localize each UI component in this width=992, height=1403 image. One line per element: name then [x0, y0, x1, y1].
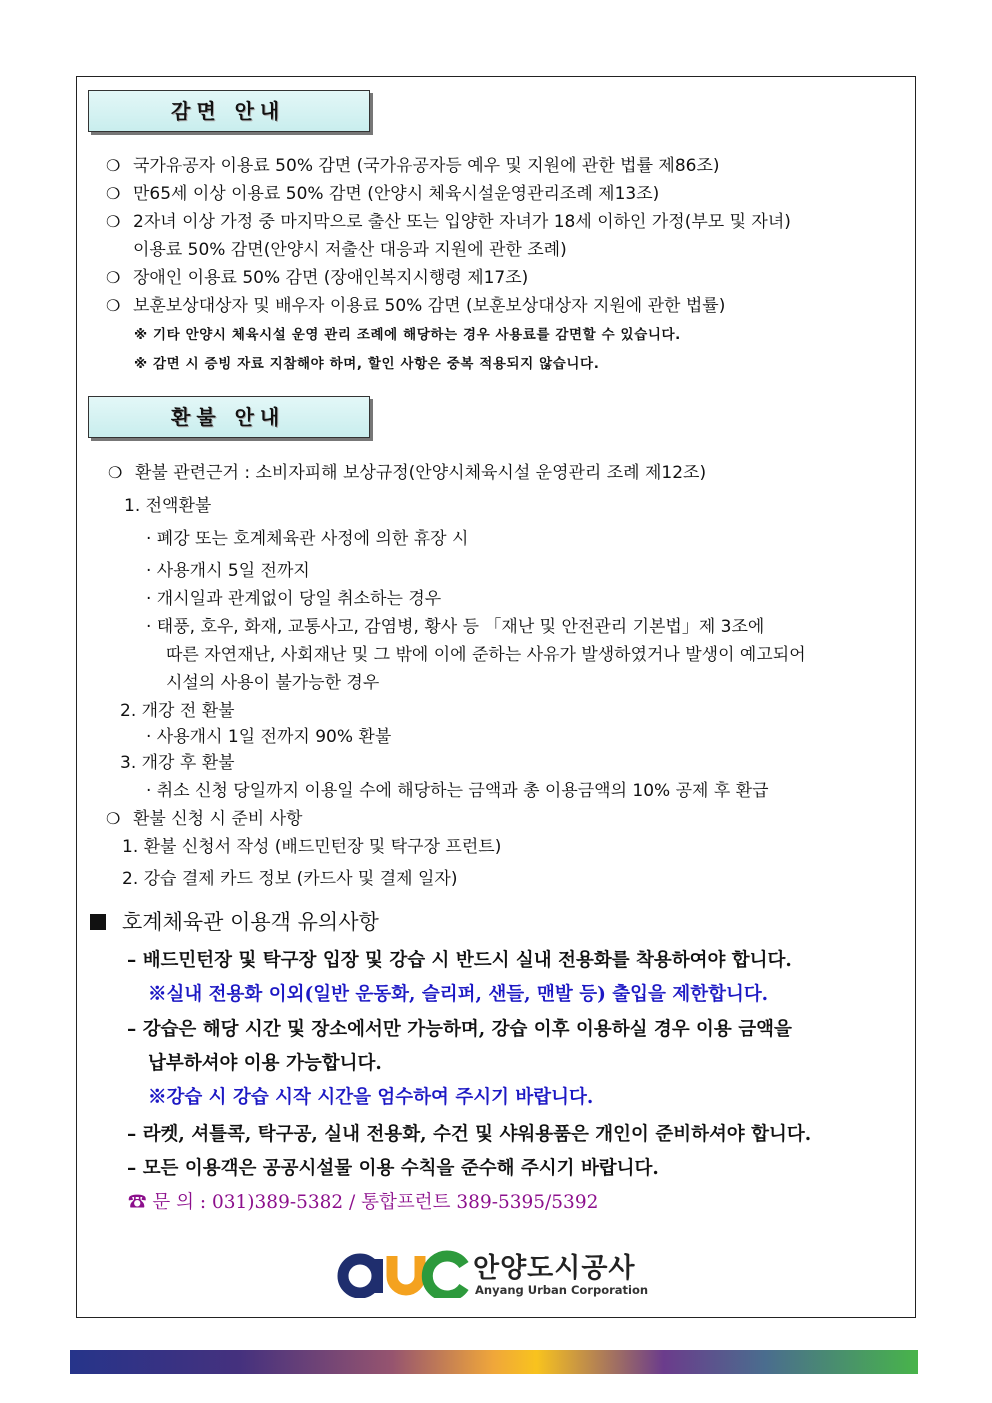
discount-item: ❍ 장애인 이용료 50% 감면 (장애인복지시행령 제17조)	[106, 268, 529, 288]
notice-heading: 호계체육관 이용객 유의사항	[90, 909, 379, 935]
refund-prep-item: 2. 강습 결제 카드 정보 (카드사 및 결제 일자)	[122, 869, 458, 889]
refund-item-continuation: 따른 자연재난, 사회재난 및 그 밖에 이에 준하는 사유가 발생하였거나 발생이 예고되어	[166, 645, 806, 665]
footer-gradient-bar	[70, 1350, 918, 1374]
circle-bullet-icon: ❍	[108, 463, 123, 482]
circle-bullet-icon: ❍	[106, 156, 121, 175]
company-logo	[336, 1246, 656, 1306]
discount-note: ※ 기타 안양시 체육시설 운영 관리 조례에 해당하는 경우 사용료를 감면할 수 있습니다.	[134, 327, 681, 343]
refund-item-continuation: 시설의 사용이 불가능한 경우	[166, 673, 380, 693]
refund-subheading: 3. 개강 후 환불	[120, 753, 235, 773]
notice-rule-note: ※강습 시 강습 시작 시간을 엄수하여 주시기 바랍니다.	[148, 1087, 594, 1108]
notice-rule: – 모든 이용객은 공공시설물 이용 수칙을 준수해 주시기 바랍니다.	[127, 1158, 659, 1179]
discount-item: ❍ 보훈보상대상자 및 배우자 이용료 50% 감면 (보훈보상대상자 지원에 관한 법률)	[106, 296, 726, 316]
refund-item: · 태풍, 호우, 화재, 교통사고, 감염병, 황사 등 「재난 및 안전관리 기본법」제 3조에	[146, 617, 765, 637]
notice-rule: – 배드민턴장 및 탁구장 입장 및 강습 시 반드시 실내 전용화를 착용하여야 합니다.	[127, 950, 792, 971]
discount-item: ❍ 2자녀 이상 가정 중 마지막으로 출산 또는 입양한 자녀가 18세 이하인 가정(부모 및 자녀)	[106, 212, 791, 232]
discount-note: ※ 감면 시 증빙 자료 지참해야 하며, 할인 사항은 중복 적용되지 않습니다.	[134, 356, 600, 372]
notice-rule: – 라켓, 셔틀콕, 탁구공, 실내 전용화, 수건 및 샤워용품은 개인이 준비하셔야 합니다.	[127, 1124, 812, 1145]
circle-bullet-icon: ❍	[106, 809, 121, 828]
refund-item: · 사용개시 5일 전까지	[146, 561, 310, 581]
circle-bullet-icon: ❍	[106, 184, 121, 203]
refund-prep-item: 1. 환불 신청서 작성 (배드민턴장 및 탁구장 프런트)	[122, 837, 502, 857]
discount-section-title: 감면 안내	[88, 90, 370, 132]
contact-info: ☎ 문 의 : 031)389-5382 / 통합프런트 389-5395/5392	[128, 1192, 599, 1213]
logo-english-name: Anyang Urban Corporation	[475, 1283, 649, 1297]
refund-section-title: 환불 안내	[88, 396, 370, 438]
circle-bullet-icon: ❍	[106, 296, 121, 315]
refund-item: · 취소 신청 당일까지 이용일 수에 해당하는 금액과 총 이용금액의 10% 공제 후 환급	[146, 781, 769, 801]
circle-bullet-icon: ❍	[106, 212, 121, 231]
notice-rule-continuation: 납부하셔야 이용 가능합니다.	[148, 1053, 382, 1074]
notice-rule: – 강습은 해당 시간 및 장소에서만 가능하며, 강습 이후 이용하실 경우 이용 금액을	[127, 1019, 792, 1040]
discount-item: ❍ 만65세 이상 이용료 50% 감면 (안양시 체육시설운영관리조례 제13조)	[106, 184, 660, 204]
notice-rule-note: ※실내 전용화 이외(일반 운동화, 슬리퍼, 샌들, 맨발 등) 출입을 제한합니다.	[148, 984, 769, 1005]
circle-bullet-icon: ❍	[106, 268, 121, 287]
refund-subheading: 1. 전액환불	[124, 496, 212, 516]
logo-korean-name: 안양도시공사	[473, 1253, 636, 1284]
refund-item: · 사용개시 1일 전까지 90% 환불	[146, 727, 392, 747]
refund-prep-heading: ❍ 환불 신청 시 준비 사항	[106, 809, 303, 829]
refund-subheading: 2. 개강 전 환불	[120, 701, 235, 721]
square-bullet-icon	[90, 914, 106, 930]
refund-item: · 개시일과 관계없이 당일 취소하는 경우	[146, 589, 442, 609]
discount-item: ❍ 국가유공자 이용료 50% 감면 (국가유공자등 예우 및 지원에 관한 법률 제86조)	[106, 156, 720, 176]
refund-item: · 폐강 또는 호계체육관 사정에 의한 휴장 시	[146, 529, 469, 549]
auc-logo-icon	[336, 1246, 471, 1298]
refund-basis: ❍ 환불 관련근거 : 소비자피해 보상규정(안양시체육시설 운영관리 조례 제12조)	[108, 463, 707, 483]
discount-item-continuation: 이용료 50% 감면(안양시 저출산 대응과 지원에 관한 조례)	[133, 240, 567, 260]
